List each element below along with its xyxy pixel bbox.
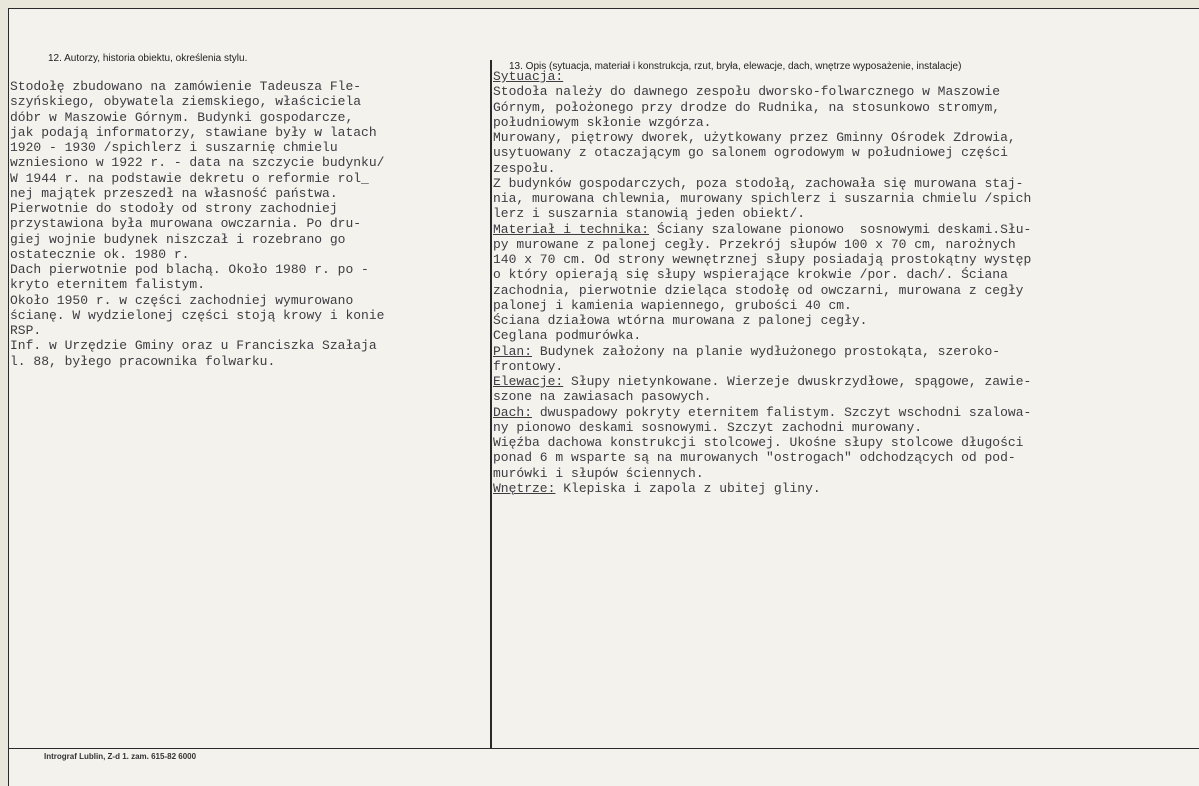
bottom-rule — [8, 748, 1199, 749]
right-text-line — [493, 283, 1197, 298]
right-text-line — [493, 435, 1197, 450]
left-text-line: Dach pierwotnie pod blachą. Około 1980 r. po - — [10, 262, 369, 277]
left-rule — [8, 8, 9, 786]
line-text: zespołu. — [493, 160, 556, 176]
line-text: murówki i słupów ściennych. — [493, 465, 704, 481]
right-text-line — [493, 481, 1197, 496]
right-text-line — [493, 115, 1197, 130]
line-text: Z budynków gospodarczych, poza stodołą, zachowała się murowana staj- — [493, 175, 1024, 191]
left-text-line: szyńskiego, obywatela ziemskiego, właściciela — [10, 94, 362, 110]
left-text-line: RSP. — [10, 323, 42, 338]
right-text-line — [493, 328, 1197, 343]
right-section-header: 13. Opis (sytuacja, materiał i konstrukcja, rzut, bryła, elewacje, dach, wnętrze wyposażenie, instalacje) — [509, 61, 962, 72]
left-text-line: Około 1950 r. w części zachodniej wymurowano — [10, 292, 354, 308]
left-text-line: 1920 - 1930 /spichlerz i suszarnię chmielu — [10, 140, 338, 155]
section-label: Sytuacja: — [493, 69, 564, 84]
left-text-line: giej wojnie budynek niszczał i rozebrano go — [10, 231, 346, 247]
left-text-line: kryto eternitem falistym. — [10, 277, 206, 293]
right-text-line — [493, 267, 1197, 282]
line-text: Więźba dachowa konstrukcji stolcowej. Ukośne słupy stolcowe długości — [493, 435, 1024, 450]
right-text-line — [493, 450, 1197, 465]
line-text: zachodnia, pierwotnie dzieląca stodołę od owczarni, murowana z cegły — [493, 282, 1024, 298]
line-text: południowym skłonie wzgórza. — [493, 114, 712, 130]
section-label: Dach: — [493, 404, 533, 420]
right-text-line — [493, 252, 1197, 267]
right-text-line — [493, 359, 1197, 374]
line-text: Ściana działowa wtórna murowana z palonej cegły. — [493, 313, 868, 328]
line-text: Ściany szalowane pionowo sosnowymi deskami.Słu- — [649, 221, 1032, 237]
right-text-line — [493, 69, 1197, 84]
line-text: Stodoła należy do dawnego zespołu dworsko-folwarcznego w Maszowie — [493, 84, 1001, 100]
line-text: ponad 6 m wsparte są na murowanych "ostrogach" odchodzących od pod- — [493, 450, 1016, 466]
section-label: Materiał i technika: — [493, 221, 650, 237]
right-text-line — [493, 130, 1197, 145]
line-text: Budynek założony na planie wydłużonego prostokąta, szeroko- — [532, 343, 1001, 359]
section-label: Plan: — [493, 343, 533, 359]
right-text-line — [493, 222, 1197, 237]
left-typed-text — [10, 79, 488, 369]
right-text-line — [493, 298, 1197, 313]
right-text-line — [493, 313, 1197, 328]
left-text-line: przystawiona była murowana owczarnia. Po dru- — [10, 216, 362, 232]
right-text-line — [493, 206, 1197, 221]
right-text-line — [493, 389, 1197, 404]
line-text: frontowy. — [493, 358, 564, 374]
right-text-line — [493, 176, 1197, 191]
section-label: Elewacje: — [493, 374, 564, 389]
left-text-line: W 1944 r. na podstawie dekretu o reformie rol_ — [10, 170, 369, 186]
left-text-line: jak podają informatorzy, stawiane były w latach — [10, 124, 377, 140]
left-text-line: Inf. w Urzędzie Gminy oraz u Franciszka Szałaja — [10, 338, 377, 354]
right-text-line — [493, 84, 1197, 99]
left-text-line: ścianę. W wydzielonej części stoją krowy i konie — [10, 307, 385, 323]
right-text-line — [493, 374, 1197, 389]
line-text: palonej i kamienia wapiennego, grubości 40 cm. — [493, 297, 852, 313]
line-text: ny pionowo deskami sosnowymi. Szczyt zachodni murowany. — [493, 419, 923, 435]
section-label: Wnętrze: — [493, 480, 556, 496]
line-text: Murowany, piętrowy dworek, użytkowany przez Gminny Ośrodek Zdrowia, — [493, 130, 1016, 145]
line-text: py murowane z palonej cegły. Przekrój słupów 100 x 70 cm, narożnych — [493, 236, 1016, 252]
left-section-header: 12. Autorzy, historia obiektu, określenia stylu. — [48, 53, 248, 64]
line-text: usytuowany z otaczającym go salonem ogrodowym w południowej części — [493, 145, 1008, 161]
right-text-line — [493, 161, 1197, 176]
line-text: Górnym, położonego przy drodze do Rudnika, na stosunkowo stromym, — [493, 99, 1001, 115]
printer-footer: Intrograf Lublin, Z-d 1. zam. 615-82 6000 — [44, 752, 197, 761]
left-text-line: dóbr w Maszowie Górnym. Budynki gospodarcze, — [10, 109, 354, 125]
top-rule — [8, 8, 1199, 9]
line-text: 140 x 70 cm. Od strony wewnętrznej słupy posiadają prostokątny występ — [493, 252, 1032, 267]
left-text-line: wzniesiono w 1922 r. - data na szczycie budynku/ — [10, 155, 385, 171]
right-typed-text — [493, 69, 1197, 496]
line-text: dwuspadowy pokryty eternitem falistym. Szczyt wschodni szalowa- — [532, 404, 1032, 420]
right-text-line — [493, 405, 1197, 420]
line-text: Klepiska i zapola z ubitej gliny. — [555, 480, 821, 496]
right-text-line — [493, 191, 1197, 206]
right-text-line — [493, 344, 1197, 359]
line-text: szone na zawiasach pasowych. — [493, 389, 712, 405]
left-text-line: ostatecznie ok. 1980 r. — [10, 246, 190, 262]
right-text-line — [493, 420, 1197, 435]
left-text-line: Pierwotnie do stodoły od strony zachodniej — [10, 201, 338, 216]
left-text-line: nej majątek przeszedł na własność państwa. — [10, 185, 338, 201]
right-text-line — [493, 100, 1197, 115]
line-text: nia, murowana chlewnia, murowany spichlerz i suszarnia chmielu /spich — [493, 191, 1032, 206]
column-divider — [490, 60, 492, 748]
left-text-line: l. 88, byłego pracownika folwarku. — [10, 353, 276, 369]
right-text-line — [493, 466, 1197, 481]
right-text-line — [493, 237, 1197, 252]
line-text: o który opierają się słupy wspierające krokwie /por. dach/. Ściana — [493, 267, 1008, 283]
line-text: Ceglana podmurówka. — [493, 328, 642, 344]
right-text-line — [493, 145, 1197, 160]
line-text: Słupy nietynkowane. Wierzeje dwuskrzydłowe, spągowe, zawie- — [563, 374, 1032, 389]
line-text: lerz i suszarnia stanowią jeden obiekt/. — [493, 206, 806, 222]
left-text-line: Stodołę zbudowano na zamówienie Tadeusza Fle- — [10, 79, 362, 94]
